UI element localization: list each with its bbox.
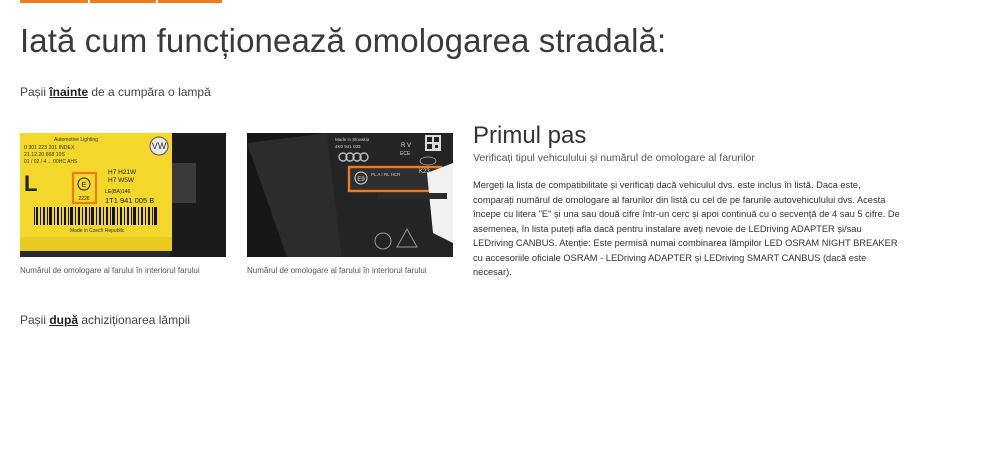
top-tab-2[interactable] bbox=[90, 0, 156, 3]
housing-pl-code: PL A I RL HCR bbox=[371, 172, 401, 177]
step-subtitle: Verificați tipul vehiculului și numărul de omologare al farurilor bbox=[473, 152, 755, 164]
label-line-1: 0 301 223 201 INDEX bbox=[24, 145, 75, 151]
top-tab-1[interactable] bbox=[20, 0, 88, 3]
housing-ece-mark: ECE bbox=[400, 151, 411, 157]
page-title: Iată cum funcționează omologarea stradală: bbox=[20, 22, 667, 59]
label-side-letter: L bbox=[24, 171, 38, 196]
housing-approval-code: K23 bbox=[419, 169, 430, 175]
steps-after-emphasis: după bbox=[49, 313, 79, 327]
photo-1-caption: Numărul de omologare al farului în interiorul farului bbox=[20, 266, 200, 275]
housing-e-mark: E9 bbox=[357, 177, 365, 183]
label-bulb-line-2: H7 W5W bbox=[108, 177, 134, 184]
label-e-mark: E bbox=[81, 182, 87, 189]
housing-line-1: Made in Slovakia bbox=[335, 137, 370, 142]
top-accent-bar bbox=[20, 0, 222, 3]
label-line-3: 01 / 02 / 4 ... 00HC AHS bbox=[24, 159, 78, 165]
steps-before-suffix: de a cumpăra o lampă bbox=[88, 85, 211, 99]
label-bulb-line-1: H7 H21W bbox=[108, 169, 137, 176]
headlamp-label-photo-1[interactable] bbox=[20, 133, 226, 257]
svg-text:VW: VW bbox=[151, 141, 167, 151]
label-brand-text: Automotive Lighting bbox=[54, 137, 98, 143]
steps-after-heading bbox=[20, 313, 190, 327]
steps-before-prefix: Pașii bbox=[20, 85, 50, 99]
label-line-2: 21.12.20 668 10S bbox=[24, 152, 65, 158]
label-led-code: LE(BA)146 bbox=[105, 189, 131, 195]
label-origin-text: Made in Czech Republic bbox=[70, 228, 125, 234]
label-part-number: 1T1 941 005 B bbox=[105, 196, 155, 205]
steps-after-prefix: Pașii bbox=[20, 313, 50, 327]
step-body: Mergeți la lista de compatibilitate și verificați dacă vehiculul dvs. este inclus în listă. Daca este, comparați numărul de omologare al farurilor din listă cu cel de pe farurile autovehiculului dvs. Acesta începe cu litera "E" și una sau două cifre într-un cerc și apoi continuă cu o secvență de 4 sau 5 cifre. De asemenea, în lista puteți afla dacă pentru instalare aveți nevoie de LEDriving ADAPTER și/sau LEDriving CANBUS. Atenție: Este permisă numai combinarea lămpilor LED OSRAM NIGHT BREAKER cu accesoriile oficiale OSRAM - LEDriving ADAPTER și LEDriving SMART CANBUS (dacă este necesar). bbox=[473, 180, 900, 277]
step-title: Primul pas bbox=[473, 122, 587, 149]
steps-after-suffix: achiziționarea lămpii bbox=[78, 313, 191, 327]
housing-rv-mark: R V bbox=[401, 143, 412, 149]
headlamp-label-photo-2[interactable] bbox=[247, 133, 453, 257]
steps-before-heading bbox=[20, 85, 211, 99]
top-tab-3[interactable] bbox=[158, 0, 222, 3]
steps-before-emphasis: înainte bbox=[49, 85, 89, 99]
label-approval-code: 2226 bbox=[78, 196, 90, 202]
housing-line-2: 4K0 941 033 bbox=[335, 144, 361, 149]
step-content bbox=[473, 123, 903, 280]
photo-2-caption: Numărul de omologare al farului în interiorul farului bbox=[247, 266, 427, 275]
